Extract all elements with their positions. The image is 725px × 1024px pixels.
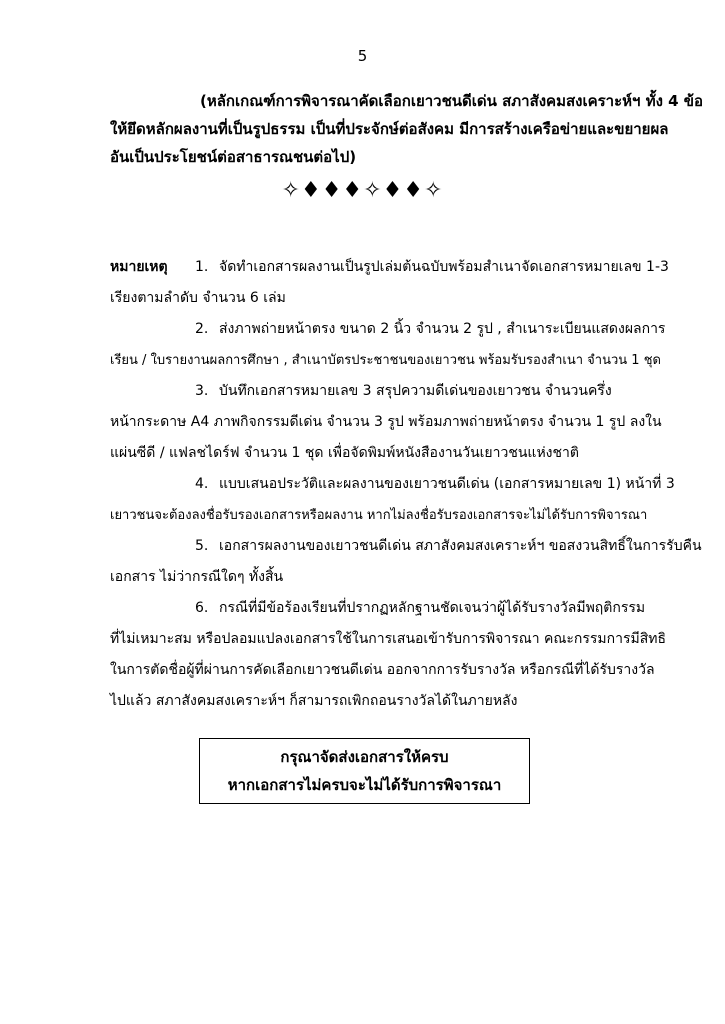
note-item-4 <box>110 469 675 500</box>
criteria-line: (หลักเกณฑ์การพิจารณาคัดเลือกเยาวชนดีเด่น สภาสังคมสงเคราะห์ฯ ทั้ง 4 ข้อ <box>200 92 704 110</box>
note-text: แผ่นซีดี / แฟลชไดร์ฟ จำนวน 1 ชุด เพื่อจัดพิมพ์หนังสืองานวันเยาวชนแห่งชาติ <box>110 445 579 461</box>
note-text: ส่งภาพถ่ายหน้าตรง ขนาด 2 นิ้ว จำนวน 2 รูป , สำเนาระเบียนแสดงผลการ <box>219 321 666 337</box>
note-number: 5. <box>195 538 209 554</box>
note-item-1 <box>110 252 669 283</box>
note-text: จัดทำเอกสารผลงานเป็นรูปเล่มต้นฉบับพร้อมสำเนาจัดเอกสารหมายเลข 1-3 <box>219 259 669 275</box>
note-text: เยาวชนจะต้องลงชื่อรับรองเอกสารหรือผลงาน หากไม่ลงชื่อรับรองเอกสารจะไม่ได้รับการพิจารณา <box>110 508 648 523</box>
note-text: หน้ากระดาษ A4 ภาพกิจกรรมดีเด่น จำนวน 3 รูป พร้อมภาพถ่ายหน้าตรง จำนวน 1 รูป ลงใน <box>110 414 662 430</box>
note-number: 1. <box>195 259 209 275</box>
note-text: กรณีที่มีข้อร้องเรียนที่ปรากฏหลักฐานชัดเจนว่าผู้ได้รับรางวัลมีพฤติกรรม <box>219 600 646 616</box>
note-text: เอกสารผลงานของเยาวชนดีเด่น สภาสังคมสงเคราะห์ฯ ขอสงวนสิทธิ์ในการรับคืน <box>219 538 702 554</box>
ornament-divider: ✧♦♦♦✧♦♦✧ <box>281 178 444 203</box>
notice-line: หากเอกสารไม่ครบจะไม่ได้รับการพิจารณา <box>227 776 502 794</box>
note-text: เรียน / ใบรายงานผลการศึกษา , สำเนาบัตรประชาชนของเยาวชน พร้อมรับรองสำเนา จำนวน 1 ชุด <box>110 353 661 368</box>
notice-box <box>199 738 530 804</box>
criteria-paragraph <box>110 87 704 171</box>
note-text: บันทึกเอกสารหมายเลข 3 สรุปความดีเด่นของเยาวชน จำนวนครึ่ง <box>219 383 612 399</box>
note-number: 2. <box>195 321 209 337</box>
criteria-line: อันเป็นประโยชน์ต่อสาธารณชนต่อไป) <box>110 148 357 166</box>
note-item-5 <box>110 531 702 562</box>
note-text: ที่ไม่เหมาะสม หรือปลอมแปลงเอกสารใช้ในการเสนอเข้ารับการพิจารณา คณะกรรมการมีสิทธิ <box>110 631 667 647</box>
note-number: 4. <box>195 476 209 492</box>
note-number: 6. <box>195 600 209 616</box>
criteria-line: ให้ยึดหลักผลงานที่เป็นรูปธรรม เป็นที่ประจักษ์ต่อสังคม มีการสร้างเครือข่ายและขยายผล <box>110 120 669 138</box>
note-item-6 <box>110 593 646 624</box>
notice-line: กรุณาจัดส่งเอกสารให้ครบ <box>280 748 449 766</box>
note-text: แบบเสนอประวัติและผลงานของเยาวชนดีเด่น (เอกสารหมายเลข 1) หน้าที่ 3 <box>219 476 675 492</box>
note-item-2 <box>110 314 666 345</box>
note-text: ไปแล้ว สภาสังคมสงเคราะห์ฯ ก็สามารถเพิกถอนรางวัลได้ในภายหลัง <box>110 693 518 709</box>
note-text: เรียงตามลำดับ จำนวน 6 เล่ม <box>110 290 286 306</box>
note-number: 3. <box>195 383 209 399</box>
page-number: 5 <box>357 47 368 65</box>
notes-section <box>110 252 702 717</box>
notes-heading: หมายเหตุ <box>110 259 168 275</box>
note-text: เอกสาร ไม่ว่ากรณีใดๆ ทั้งสิ้น <box>110 569 284 585</box>
note-text: ในการตัดชื่อผู้ที่ผ่านการคัดเลือกเยาวชนดีเด่น ออกจากการรับรางวัล หรือกรณีที่ได้รับรางวัล <box>110 662 655 678</box>
note-item-3 <box>110 376 640 407</box>
